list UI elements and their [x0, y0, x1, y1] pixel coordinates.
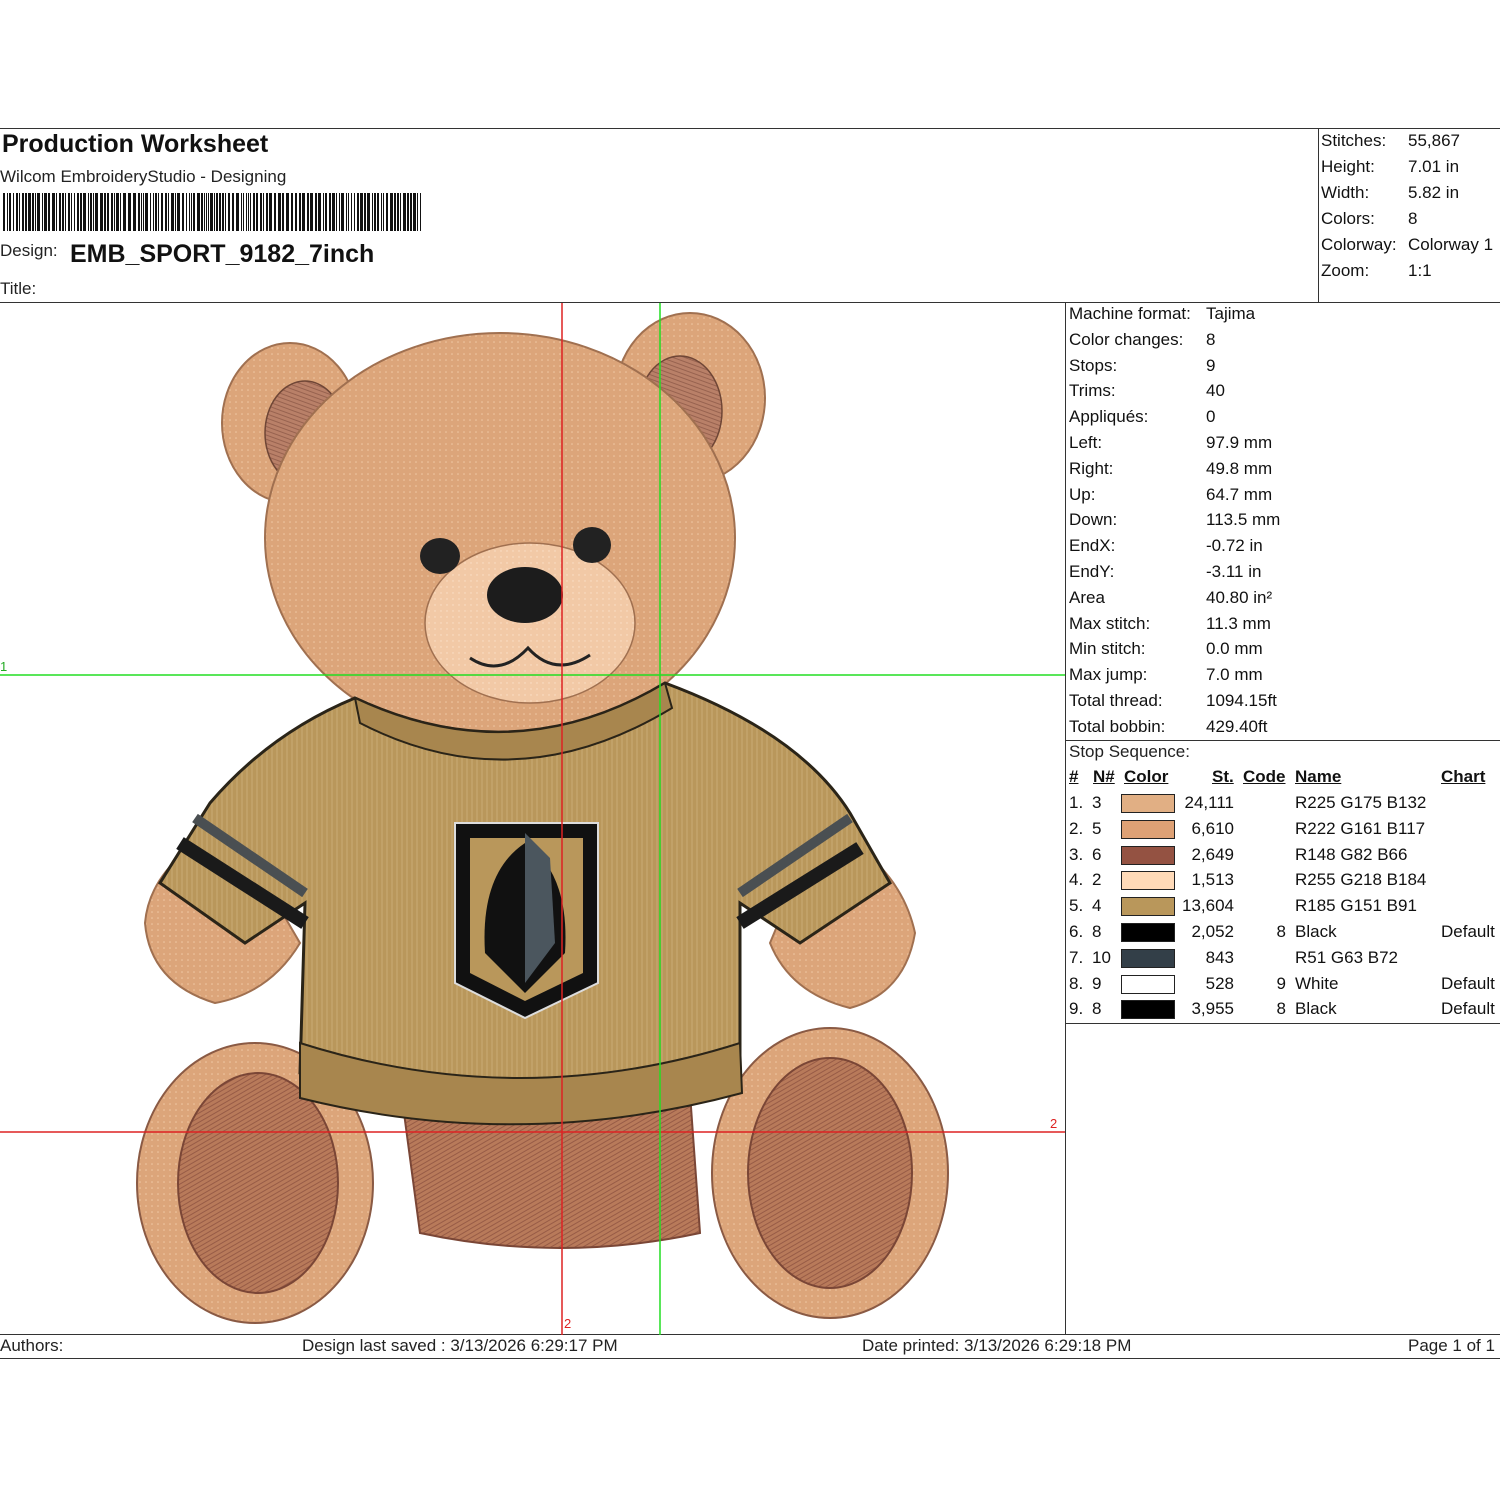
detail-value: -0.72 in: [1206, 536, 1263, 556]
barcode-bar: [150, 193, 151, 231]
barcode-bar: [165, 193, 167, 231]
barcode-bar: [128, 193, 131, 231]
barcode-bar: [377, 193, 379, 231]
barcode-bar: [161, 193, 163, 231]
seq-header-needle: N#: [1093, 767, 1115, 786]
barcode-bar: [216, 193, 218, 231]
authors-label: Authors:: [0, 1336, 64, 1355]
detail-row: [1069, 356, 1499, 378]
seq-needle: 10: [1092, 947, 1111, 967]
detail-key: Max jump:: [1069, 665, 1148, 685]
detail-value: 64.7 mm: [1206, 484, 1273, 504]
barcode-bar: [197, 193, 200, 231]
seq-code: 8: [1276, 922, 1286, 941]
seq-num: 2.: [1069, 818, 1084, 838]
detail-row: [1069, 485, 1499, 507]
barcode-bar: [104, 193, 106, 231]
right-eye: [573, 527, 611, 563]
detail-value: 0: [1206, 407, 1216, 427]
barcode-bar: [155, 193, 157, 231]
barcode-bar: [206, 193, 207, 231]
detail-row: [1069, 639, 1499, 661]
seq-needle: 2: [1092, 870, 1102, 890]
barcode-bar: [116, 193, 119, 231]
barcode-bar: [16, 193, 18, 231]
seq-name: White: [1295, 973, 1339, 993]
barcode-bar: [417, 193, 418, 231]
seq-stitches: 2,052: [1191, 922, 1234, 941]
seq-needle: 9: [1092, 973, 1102, 993]
detail-value: 49.8 mm: [1206, 458, 1273, 478]
barcode-bar: [44, 193, 47, 231]
seq-needle: 8: [1092, 922, 1102, 941]
barcode-bar: [407, 193, 409, 231]
detail-row: [1069, 717, 1499, 739]
detail-key: EndX:: [1069, 536, 1116, 556]
summary-value: Colorway 1: [1408, 235, 1494, 254]
detail-key: Down:: [1069, 510, 1118, 530]
barcode-bar: [307, 193, 309, 231]
summary-key: Colorway:: [1321, 235, 1397, 254]
detail-value: 429.40ft: [1206, 716, 1268, 736]
barcode-bar: [225, 193, 226, 231]
detail-value: 40: [1206, 381, 1225, 401]
guide-label-h1: 1: [0, 659, 8, 674]
color-swatch: [1121, 846, 1175, 865]
barcode-bar: [74, 193, 75, 231]
barcode-bar: [65, 193, 66, 231]
barcode-bar: [95, 193, 98, 231]
barcode-bar: [171, 193, 174, 231]
barcode-bar: [390, 193, 393, 231]
design-label: Design:: [0, 241, 58, 260]
detail-key: Color changes:: [1069, 329, 1184, 349]
barcode-bar: [56, 193, 57, 231]
left-eye: [420, 538, 460, 574]
summary-key: Colors:: [1321, 209, 1375, 228]
barcode-bar: [32, 193, 34, 231]
seq-stitches: 24,111: [1184, 793, 1234, 812]
detail-value: 8: [1206, 329, 1216, 349]
barcode-bar: [302, 193, 305, 231]
detail-key: EndY:: [1069, 562, 1115, 581]
top-border: [0, 128, 1500, 129]
summary-key: Width:: [1321, 183, 1370, 202]
color-swatch: [1121, 949, 1175, 968]
detail-key: Total thread:: [1069, 691, 1163, 710]
detail-row: [1069, 459, 1499, 481]
detail-row: [1069, 304, 1499, 326]
barcode-bar: [182, 193, 184, 231]
barcode-bar: [286, 193, 289, 231]
left-foot-pad: [178, 1073, 338, 1293]
seq-name: R255 G218 B184: [1295, 870, 1427, 890]
detail-key: Up:: [1069, 484, 1096, 504]
barcode-bar: [214, 193, 215, 231]
barcode-bar: [291, 193, 293, 231]
barcode-bar: [329, 193, 331, 231]
design-last-saved: Design last saved : 3/13/2026 6:29:17 PM: [302, 1336, 618, 1355]
barcode-bar: [413, 193, 416, 231]
detail-value: 7.0 mm: [1206, 665, 1263, 685]
seq-name: Black: [1295, 922, 1337, 941]
barcode-bar: [410, 193, 412, 231]
barcode-bar: [228, 193, 230, 231]
summary-key: Zoom:: [1321, 261, 1370, 280]
detail-value: 113.5 mm: [1206, 510, 1281, 530]
seq-stitches: 3,955: [1191, 999, 1234, 1019]
detail-row: [1069, 330, 1499, 352]
seq-num: 7.: [1069, 947, 1084, 967]
barcode-bar: [88, 193, 89, 231]
barcode-bar: [210, 193, 213, 231]
barcode-bar: [243, 193, 244, 231]
seq-header-num: #: [1069, 767, 1079, 786]
color-swatch: [1121, 897, 1175, 916]
detail-value: 40.80 in²: [1206, 587, 1273, 607]
barcode-bar: [318, 193, 321, 231]
barcode-bar: [248, 193, 249, 231]
barcode-bar: [208, 193, 209, 231]
seq-stitches: 2,649: [1191, 844, 1234, 864]
barcode-bar: [83, 193, 86, 231]
seq-header-chart: Chart: [1441, 767, 1486, 786]
seq-header-name: Name: [1295, 767, 1342, 786]
barcode-bar: [323, 193, 324, 231]
detail-row: [1069, 536, 1499, 558]
barcode-bar: [48, 193, 50, 231]
barcode-bar: [22, 193, 24, 231]
barcode-bar: [111, 193, 113, 231]
seq-stitches: 13,604: [1182, 896, 1234, 916]
seq-header-stitches: St.: [1212, 767, 1234, 786]
seq-name: R225 G175 B132: [1295, 793, 1427, 812]
detail-value: 1094.15ft: [1206, 691, 1277, 710]
detail-row: [1069, 510, 1499, 532]
seq-num: 5.: [1069, 896, 1084, 916]
barcode-bar: [52, 193, 55, 231]
detail-row: [1069, 562, 1499, 584]
seq-stitches: 6,610: [1191, 818, 1234, 838]
barcode-bar: [260, 193, 262, 231]
barcode-bar: [339, 193, 340, 231]
barcode-bar: [310, 193, 313, 231]
seq-num: 3.: [1069, 844, 1084, 864]
detail-key: Right:: [1069, 458, 1114, 478]
detail-row: [1069, 665, 1499, 687]
barcode-bar: [364, 193, 366, 231]
canvas-right-border: [1065, 302, 1066, 1335]
nose: [487, 567, 563, 623]
color-swatch: [1121, 794, 1175, 813]
color-swatch: [1121, 820, 1175, 839]
summary-value: 8: [1408, 209, 1418, 228]
barcode-bar: [397, 193, 399, 231]
barcode-bar: [325, 193, 327, 231]
barcode-bar: [354, 193, 355, 231]
seq-needle: 6: [1092, 844, 1102, 864]
detail-key: Min stitch:: [1069, 639, 1146, 659]
barcode-bar: [295, 193, 297, 231]
barcode: [3, 193, 421, 231]
barcode-bar: [3, 193, 5, 231]
barcode-bar: [145, 193, 148, 231]
guide-label-v2: 2: [564, 1316, 572, 1331]
date-printed: Date printed: 3/13/2026 6:29:18 PM: [862, 1336, 1132, 1355]
footer-bottom-border: [0, 1358, 1500, 1359]
barcode-bar: [400, 193, 401, 231]
seq-chart: Default: [1441, 973, 1495, 993]
barcode-bar: [90, 193, 92, 231]
barcode-bar: [420, 193, 421, 231]
summary-row: [1321, 209, 1499, 231]
summary-value: 1:1: [1408, 261, 1432, 280]
detail-row: [1069, 381, 1499, 403]
barcode-bar: [263, 193, 264, 231]
detail-row: [1069, 433, 1499, 455]
barcode-bar: [19, 193, 20, 231]
seq-chart: Default: [1441, 922, 1495, 941]
app-name: Wilcom EmbroideryStudio - Designing: [0, 167, 287, 186]
stop-sequence-label: Stop Sequence:: [1069, 742, 1190, 761]
seq-num: 1.: [1069, 793, 1084, 812]
detail-value: 11.3 mm: [1206, 613, 1271, 633]
summary-row: [1321, 183, 1499, 205]
summary-key: Height:: [1321, 157, 1375, 176]
title-label: Title:: [0, 279, 37, 298]
barcode-bar: [253, 193, 255, 231]
barcode-bar: [282, 193, 284, 231]
barcode-bar: [186, 193, 187, 231]
detail-value: 97.9 mm: [1206, 433, 1273, 452]
seq-needle: 4: [1092, 896, 1102, 916]
barcode-bar: [62, 193, 64, 231]
page-number: Page 1 of 1: [1408, 1336, 1495, 1355]
barcode-bar: [191, 193, 192, 231]
seq-needle: 8: [1092, 999, 1102, 1019]
barcode-bar: [193, 193, 195, 231]
detail-key: Max stitch:: [1069, 613, 1151, 633]
barcode-bar: [232, 193, 234, 231]
barcode-bar: [28, 193, 31, 231]
barcode-bar: [367, 193, 370, 231]
barcode-bar: [346, 193, 347, 231]
barcode-bar: [219, 193, 221, 231]
barcode-bar: [9, 193, 11, 231]
detail-key: Stops:: [1069, 355, 1118, 375]
seq-name: R222 G161 B117: [1295, 818, 1426, 838]
detail-key: Total bobbin:: [1069, 716, 1166, 736]
barcode-bar: [278, 193, 281, 231]
barcode-bar: [168, 193, 169, 231]
detail-value: Tajima: [1206, 304, 1256, 323]
barcode-bar: [77, 193, 79, 231]
seq-name: R51 G63 B72: [1295, 947, 1399, 967]
detail-key: Machine format:: [1069, 304, 1191, 323]
barcode-bar: [256, 193, 258, 231]
barcode-bar: [381, 193, 382, 231]
barcode-bar: [71, 193, 72, 231]
barcode-bar: [374, 193, 376, 231]
barcode-bar: [386, 193, 388, 231]
detail-value: 9: [1206, 355, 1216, 375]
barcode-bar: [204, 193, 205, 231]
barcode-bar: [394, 193, 396, 231]
barcode-bar: [114, 193, 115, 231]
color-swatch: [1121, 975, 1175, 994]
barcode-bar: [123, 193, 126, 231]
summary-value: 55,867: [1408, 131, 1460, 150]
seq-num: 6.: [1069, 922, 1084, 941]
barcode-bar: [332, 193, 335, 231]
barcode-bar: [246, 193, 247, 231]
muzzle: [425, 543, 635, 703]
barcode-bar: [42, 193, 43, 231]
detail-row: [1069, 691, 1499, 713]
seq-stitches: 843: [1205, 947, 1234, 967]
worksheet-title: Production Worksheet: [2, 130, 269, 158]
barcode-bar: [348, 193, 349, 231]
color-swatch: [1121, 871, 1175, 890]
barcode-bar: [269, 193, 272, 231]
seq-header-color: Color: [1124, 767, 1169, 786]
seq-name: R185 G151 B91: [1295, 896, 1417, 916]
barcode-bar: [175, 193, 176, 231]
barcode-bar: [250, 193, 251, 231]
barcode-bar: [299, 193, 301, 231]
barcode-bar: [360, 193, 363, 231]
summary-divider: [1318, 128, 1319, 303]
barcode-bar: [222, 193, 224, 231]
sequence-bottom-border: [1065, 1023, 1500, 1024]
seq-code: 8: [1276, 999, 1286, 1019]
seq-stitches: 1,513: [1191, 870, 1234, 890]
barcode-bar: [153, 193, 154, 231]
seq-stitches: 528: [1205, 973, 1234, 993]
design-preview: [0, 303, 1065, 1335]
summary-row: [1321, 235, 1499, 257]
barcode-bar: [68, 193, 70, 231]
barcode-bar: [59, 193, 61, 231]
barcode-bar: [315, 193, 317, 231]
summary-row: [1321, 261, 1499, 283]
barcode-bar: [138, 193, 140, 231]
barcode-bar: [7, 193, 8, 231]
detail-row: [1069, 588, 1499, 610]
detail-row: [1069, 407, 1499, 429]
barcode-bar: [37, 193, 40, 231]
barcode-bar: [107, 193, 109, 231]
guide-label-h2: 2: [1050, 1116, 1058, 1131]
detail-row: [1069, 614, 1499, 636]
seq-name: Black: [1295, 999, 1337, 1019]
barcode-bar: [372, 193, 373, 231]
seq-name: R148 G82 B66: [1295, 844, 1408, 864]
barcode-bar: [177, 193, 180, 231]
barcode-bar: [236, 193, 239, 231]
seq-header-code: Code: [1243, 767, 1286, 786]
seq-code: 9: [1276, 973, 1286, 993]
barcode-bar: [35, 193, 36, 231]
seq-num: 8.: [1069, 973, 1084, 993]
barcode-bar: [351, 193, 352, 231]
barcode-bar: [133, 193, 136, 231]
design-name: EMB_SPORT_9182_7inch: [70, 240, 375, 268]
barcode-bar: [241, 193, 242, 231]
barcode-bar: [93, 193, 94, 231]
right-foot-pad: [748, 1058, 912, 1288]
barcode-bar: [266, 193, 268, 231]
summary-key: Stitches:: [1321, 131, 1387, 150]
barcode-bar: [80, 193, 82, 231]
detail-value: -3.11 in: [1206, 562, 1262, 581]
barcode-bar: [357, 193, 359, 231]
summary-value: 5.82 in: [1408, 183, 1460, 202]
detail-key: Left:: [1069, 433, 1103, 452]
summary-row: [1321, 157, 1499, 179]
barcode-bar: [100, 193, 103, 231]
seq-chart: Default: [1441, 999, 1495, 1019]
details-bottom-border: [1065, 740, 1500, 741]
barcode-bar: [120, 193, 121, 231]
barcode-bar: [25, 193, 27, 231]
seq-num: 4.: [1069, 870, 1084, 890]
color-swatch: [1121, 923, 1175, 942]
summary-row: [1321, 131, 1499, 153]
seq-num: 9.: [1069, 999, 1084, 1019]
barcode-bar: [274, 193, 276, 231]
barcode-bar: [158, 193, 159, 231]
teddy-bear-embroidery: [0, 303, 1065, 1335]
summary-value: 7.01 in: [1408, 157, 1460, 176]
barcode-bar: [403, 193, 406, 231]
detail-key: Appliqués:: [1069, 407, 1149, 427]
seq-needle: 3: [1092, 793, 1102, 812]
barcode-bar: [383, 193, 384, 231]
seq-needle: 5: [1092, 818, 1102, 838]
detail-key: Trims:: [1069, 381, 1116, 401]
barcode-bar: [189, 193, 190, 231]
barcode-bar: [201, 193, 203, 231]
barcode-bar: [13, 193, 14, 231]
barcode-bar: [341, 193, 344, 231]
detail-value: 0.0 mm: [1206, 639, 1263, 659]
color-swatch: [1121, 1000, 1175, 1019]
barcode-bar: [336, 193, 337, 231]
barcode-bar: [141, 193, 142, 231]
barcode-bar: [143, 193, 144, 231]
detail-key: Area: [1069, 587, 1105, 607]
